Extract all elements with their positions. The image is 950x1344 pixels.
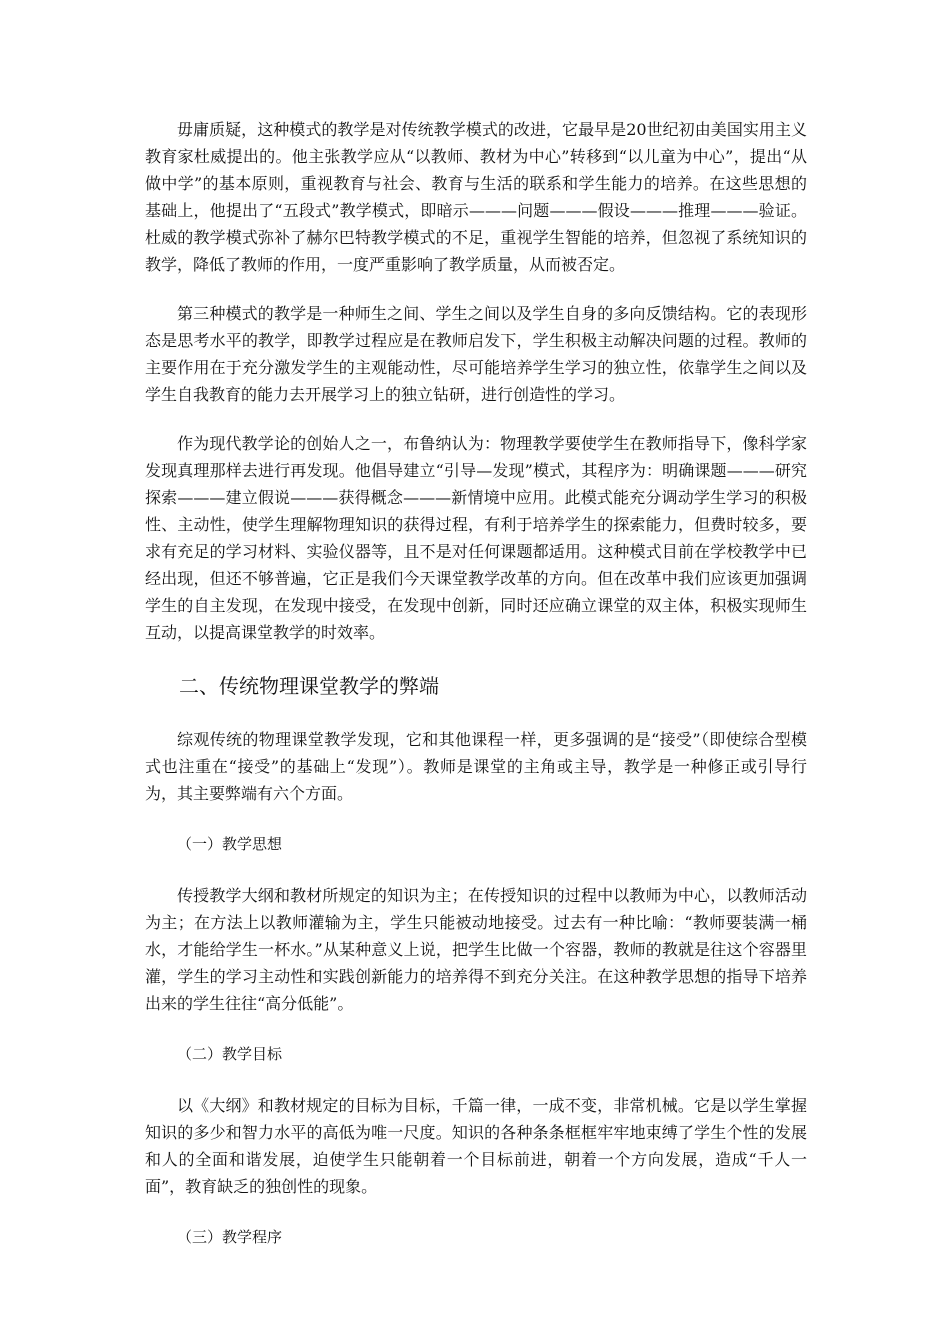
paragraph-spacer xyxy=(145,807,807,831)
paragraph-spacer xyxy=(145,646,807,671)
paragraph-spacer xyxy=(145,1200,807,1224)
section-heading: 二、传统物理课堂教学的弊端 xyxy=(179,674,439,698)
document-body xyxy=(145,116,807,1251)
paragraph-spacer xyxy=(145,278,807,300)
subheading-teaching-goal: （二）教学目标 xyxy=(177,1045,283,1063)
paragraph-spacer xyxy=(145,1017,807,1041)
subheading-teaching-thought: （一）教学思想 xyxy=(177,835,283,853)
subheading-teaching-procedure: （三）教学程序 xyxy=(177,1228,283,1246)
paragraph-third-model: 第三种模式的教学是一种师生之间、学生之间以及学生自身的多向反馈结构。它的表现形态是思考水平的教学，即教学过程应是在教师启发下，学生积极主动解决问题的过程。教师的主要作用在于充分激发学生的主观能动性，尽可能培养学生学习的独立性，依靠学生之间以及学生自我教育的能力去开展学习上的独立钻研，进行创造性的学习。 xyxy=(145,304,807,404)
paragraph-bruner-model: 作为现代教学论的创始人之一，布鲁纳认为：物理教学要使学生在教师指导下，像科学家发现真理那样去进行再发现。他倡导建立“引导—发现”模式，其程序为：明确课题———研究探索———建立假说———获得概念———新情境中应用。此模式能充分调动学生学习的积极性、主动性，使学生理解物理知识的获得过程，有利于培养学生的探索能力，但费时较多，要求有充足的学习材料、实验仪器等，且不是对任何课题都适用。这种模式目前在学校教学中已经出现，但还不够普遍，它正是我们今天课堂教学改革的方向。但在改革中我们应该更加强调学生的自主发现，在发现中接受，在发现中创新，同时还应确立课堂的双主体，积极实现师生互动，以提高课堂教学的时效率。 xyxy=(145,434,807,642)
paragraph-teaching-goal: 以《大纲》和教材规定的目标为目标，千篇一律，一成不变，非常机械。它是以学生掌握知识的多少和智力水平的高低为唯一尺度。知识的各种条条框框牢牢地束缚了学生个性的发展和人的全面和谐发展，迫使学生只能朝着一个目标前进，朝着一个方向发展，造成“千人一面”，教育缺乏的独创性的现象。 xyxy=(145,1096,807,1196)
paragraph-dewey-model: 毋庸质疑，这种模式的教学是对传统教学模式的改进，它最早是20世纪初由美国实用主义教育家杜威提出的。他主张教学应从“以教师、教材为中心”转移到“以儿童为中心”，提出“从做中学”的基本原则，重视教育与社会、教育与生活的联系和学生能力的培养。在这些思想的基础上，他提出了“五段式”教学模式，即暗示———问题———假设———推理———验证。杜威的教学模式弥补了赫尔巴特教学模式的不足，重视学生智能的培养，但忽视了系统知识的教学，降低了教师的作用，一度严重影响了教学质量，从而被否定。 xyxy=(145,120,807,274)
paragraph-spacer xyxy=(145,858,807,882)
paragraph-spacer xyxy=(145,408,807,430)
paragraph-overview: 综观传统的物理课堂教学发现，它和其他课程一样，更多强调的是“接受”（即使综合型模式也注重在“接受”的基础上“发现”）。教师是课堂的主角或主导，教学是一种修正或引导行为，其主要弊端有六个方面。 xyxy=(145,730,807,803)
paragraph-spacer xyxy=(145,1068,807,1092)
paragraph-teaching-thought: 传授教学大纲和教材所规定的知识为主；在传授知识的过程中以教师为中心，以教师活动为主；在方法上以教师灌输为主，学生只能被动地接受。过去有一种比喻：“教师要装满一桶水，才能给学生一杯水。”从某种意义上说，把学生比做一个容器，教师的教就是往这个容器里灌，学生的学习主动性和实践创新能力的培养得不到充分关注。在这种教学思想的指导下培养出来的学生往往“高分低能”。 xyxy=(145,886,807,1013)
paragraph-spacer xyxy=(145,701,807,726)
